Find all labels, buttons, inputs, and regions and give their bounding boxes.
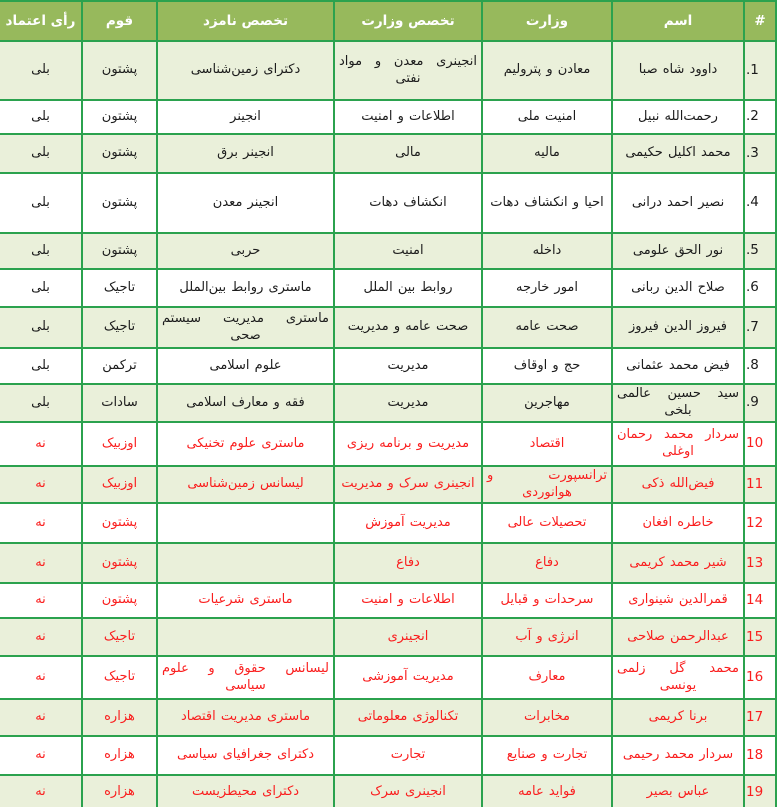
cell-ethnicity: هزاره [82,699,157,736]
cell-name: قمرالدین شینواری [612,583,744,618]
cell-confidence-vote: نه [0,775,82,807]
cell-candidate-specialty: لیسانس زمین‌شناسی [157,466,334,503]
cell-ministry-specialty: امنیت [334,233,482,269]
cell-number: 19 [744,775,776,807]
cell-ministry-specialty: مدیریت [334,384,482,422]
table-row [0,422,776,466]
cell-confidence-vote: نه [0,656,82,699]
table-row [0,775,776,807]
cell-name: شیر محمد کریمی [612,543,744,583]
cell-ministry: معادن و پترولیم [482,41,612,100]
cell-candidate-specialty: علوم اسلامی [157,348,334,384]
cell-number: 17 [744,699,776,736]
cell-ministry: امنیت ملی [482,100,612,134]
cell-ministry-specialty: روابط بین الملل [334,269,482,307]
cell-confidence-vote: نه [0,422,82,466]
cell-name: خاطره افغان [612,503,744,543]
cell-ministry: حج و اوقاف [482,348,612,384]
cell-ethnicity: پشتون [82,503,157,543]
cell-confidence-vote: نه [0,699,82,736]
cell-name: نصیر احمد درانی [612,173,744,233]
cell-ministry-specialty: مدیریت آموزشی [334,656,482,699]
cell-ministry: تجارت و صنایع [482,736,612,775]
cell-ministry: انرژی و آب [482,618,612,656]
cell-name: فیروز الدین فیروز [612,307,744,348]
column-header-candidate-specialty: تخصص نامزد [157,1,334,41]
cell-ministry: مخابرات [482,699,612,736]
cell-confidence-vote: نه [0,466,82,503]
cell-ministry-specialty: تجارت [334,736,482,775]
cell-candidate-specialty: انجینر معدن [157,173,334,233]
cell-name: سردار محمد رحیمی [612,736,744,775]
table-row [0,736,776,775]
cell-ethnicity: پشتون [82,100,157,134]
cell-number: 2. [744,100,776,134]
cell-number: 3. [744,134,776,173]
cell-candidate-specialty: ماستری علوم تخنیکی [157,422,334,466]
cell-ethnicity: تاجیک [82,656,157,699]
table-row [0,348,776,384]
cell-candidate-specialty: لیسانس حقوق و علوم سیاسی [157,656,334,699]
table-row [0,269,776,307]
cell-number: 16 [744,656,776,699]
cell-candidate-specialty: فقه و معارف اسلامی [157,384,334,422]
cell-number: 5. [744,233,776,269]
column-header-ministry-specialty: تخصص وزارت [334,1,482,41]
cell-ministry: تحصیلات عالی [482,503,612,543]
cell-confidence-vote: نه [0,503,82,543]
cell-candidate-specialty: ماستری شرعیات [157,583,334,618]
table-row [0,656,776,699]
header-row [0,1,776,41]
cell-confidence-vote: بلی [0,269,82,307]
cell-confidence-vote: بلی [0,134,82,173]
cell-ministry: معارف [482,656,612,699]
cell-number: 18 [744,736,776,775]
cell-ministry-specialty: انجینری [334,618,482,656]
cell-name: محمد گل زلمی یونسی [612,656,744,699]
table-row [0,134,776,173]
cell-ministry-specialty: اطلاعات و امنیت [334,100,482,134]
table-row [0,384,776,422]
cell-ethnicity: پشتون [82,134,157,173]
cell-candidate-specialty [157,543,334,583]
cell-ethnicity: تاجیک [82,269,157,307]
cell-number: 15 [744,618,776,656]
cell-ministry: دفاع [482,543,612,583]
cell-ethnicity: سادات [82,384,157,422]
cell-name: رحمت‌الله نبیل [612,100,744,134]
cell-name: عبدالرحمن صلاحی [612,618,744,656]
cell-number: 7. [744,307,776,348]
cell-name: محمد اکلیل حکیمی [612,134,744,173]
cell-number: 14 [744,583,776,618]
cell-ministry: سرحدات و قبایل [482,583,612,618]
cell-ministry: مهاجرین [482,384,612,422]
cell-ministry-specialty: صحت عامه و مدیریت [334,307,482,348]
cell-confidence-vote: بلی [0,100,82,134]
column-header-confidence-vote: رأی اعتماد [0,1,82,41]
cell-confidence-vote: نه [0,618,82,656]
cell-number: 4. [744,173,776,233]
table-row [0,100,776,134]
cell-number: 1. [744,41,776,100]
table-row [0,173,776,233]
cell-confidence-vote: بلی [0,233,82,269]
table-row [0,307,776,348]
cell-ministry-specialty: مدیریت [334,348,482,384]
cell-ethnicity: ترکمن [82,348,157,384]
cell-number: 9. [744,384,776,422]
cell-number: 6. [744,269,776,307]
cell-candidate-specialty: انجینر برق [157,134,334,173]
column-header-ethnicity: قوم [82,1,157,41]
cell-number: 11 [744,466,776,503]
cell-confidence-vote: نه [0,736,82,775]
table-row [0,618,776,656]
column-header-number: # [744,1,776,41]
cell-name: نور الحق علومی [612,233,744,269]
table-row [0,503,776,543]
cell-ethnicity: پشتون [82,543,157,583]
table-row [0,543,776,583]
cell-ethnicity: پشتون [82,583,157,618]
cell-candidate-specialty [157,618,334,656]
cell-name: برنا کریمی [612,699,744,736]
cell-name: فیض محمد عثمانی [612,348,744,384]
cell-ethnicity: هزاره [82,775,157,807]
cell-ethnicity: اوزبیک [82,422,157,466]
cell-candidate-specialty: ماستری مدیریت اقتصاد [157,699,334,736]
column-header-name: اسم [612,1,744,41]
cell-name: عباس بصیر [612,775,744,807]
cell-name: فیض‌الله ذکی [612,466,744,503]
cell-candidate-specialty: دکترای جغرافیای سیاسی [157,736,334,775]
cell-number: 12 [744,503,776,543]
cell-ministry-specialty: مدیریت آموزش [334,503,482,543]
cell-candidate-specialty [157,503,334,543]
cell-ministry: ترانسپورت و هوانوردی [482,466,612,503]
cell-ministry-specialty: مدیریت و برنامه ریزی [334,422,482,466]
cell-ethnicity: پشتون [82,233,157,269]
cell-candidate-specialty: دکترای محیطزیست [157,775,334,807]
table-row [0,466,776,503]
cell-ministry-specialty: اطلاعات و امنیت [334,583,482,618]
cell-ministry-specialty: انجینری سرک و مدیریت [334,466,482,503]
cell-number: 13 [744,543,776,583]
cell-name: داوود شاه صبا [612,41,744,100]
cell-confidence-vote: بلی [0,384,82,422]
cell-ministry: امور خارجه [482,269,612,307]
cell-confidence-vote: بلی [0,307,82,348]
cell-candidate-specialty: دکترای زمین‌شناسی [157,41,334,100]
cell-number: 10 [744,422,776,466]
cell-ministry: داخله [482,233,612,269]
cell-confidence-vote: بلی [0,173,82,233]
cell-confidence-vote: نه [0,543,82,583]
cell-candidate-specialty: ماستری مدیریت سیستم صحی [157,307,334,348]
ministers-table-body [0,41,776,807]
cell-ministry: صحت عامه [482,307,612,348]
table-row [0,233,776,269]
cell-candidate-specialty: حربی [157,233,334,269]
cell-ethnicity: پشتون [82,173,157,233]
cell-ethnicity: اوزبیک [82,466,157,503]
cell-number: 8. [744,348,776,384]
cell-ministry: فواید عامه [482,775,612,807]
cell-ministry-specialty: انجینری سرک [334,775,482,807]
cell-ethnicity: تاجیک [82,618,157,656]
table-row [0,699,776,736]
cell-candidate-specialty: ماستری روابط بین‌الملل [157,269,334,307]
cell-name: سید حسین عالمی بلخی [612,384,744,422]
cell-ministry-specialty: مالی [334,134,482,173]
cell-ministry: اقتصاد [482,422,612,466]
cell-ministry: احیا و انکشاف دهات [482,173,612,233]
cell-ethnicity: هزاره [82,736,157,775]
cell-confidence-vote: بلی [0,348,82,384]
cell-confidence-vote: بلی [0,41,82,100]
cell-name: صلاح الدین ربانی [612,269,744,307]
cell-ministry: مالیه [482,134,612,173]
cell-name: سردار محمد رحمان اوغلی [612,422,744,466]
table-row [0,41,776,100]
cell-ministry-specialty: انکشاف دهات [334,173,482,233]
cell-ministry-specialty: تکنالوژی معلوماتی [334,699,482,736]
cell-ethnicity: تاجیک [82,307,157,348]
cell-ethnicity: پشتون [82,41,157,100]
cell-candidate-specialty: انجینر [157,100,334,134]
cell-ministry-specialty: انجینری معدن و مواد نفتی [334,41,482,100]
column-header-ministry: وزارت [482,1,612,41]
cell-ministry-specialty: دفاع [334,543,482,583]
table-row [0,583,776,618]
cell-confidence-vote: نه [0,583,82,618]
